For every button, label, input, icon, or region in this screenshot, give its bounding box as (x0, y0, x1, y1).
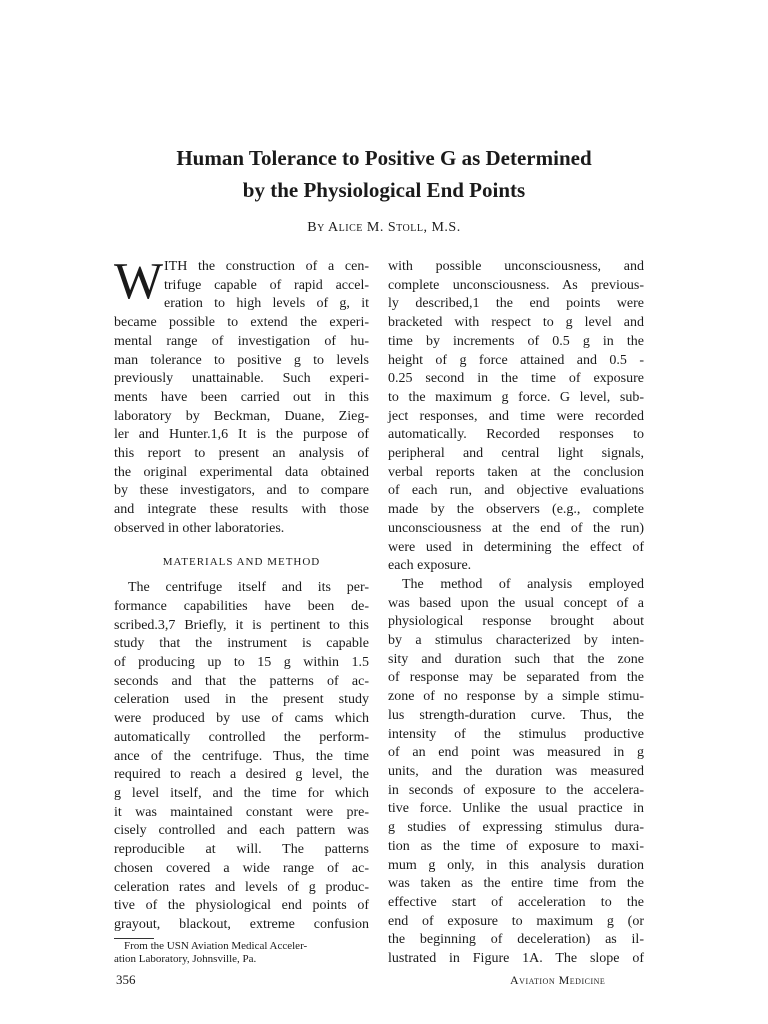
text-line: observed in other laboratories. (114, 520, 285, 536)
text-line: The method of analysis employed (402, 576, 644, 592)
journal-name: Aviation Medicine (510, 973, 606, 987)
text-line: this report to present an analysis of (114, 446, 369, 462)
text-line: by a stimulus characterized by inten- (388, 633, 644, 649)
text-line: end of exposure to maximum g (or (388, 913, 644, 929)
text-line: eration to high levels of g, it (164, 296, 369, 312)
text-line: reproducible at will. The patterns (114, 842, 369, 858)
text-line: ance of the centrifuge. Thus, the time (114, 748, 369, 764)
text-line: g studies of expressing stimulus dura- (388, 820, 644, 836)
text-line: and integrate these results with those (114, 502, 369, 518)
drop-cap-lines (164, 258, 369, 314)
text-line: by these investigators, and to compare (114, 483, 369, 499)
text-line: became possible to extend the experi- (114, 315, 369, 331)
drop-cap: W (114, 253, 164, 310)
text-line: complete unconsciousness. As previous- (388, 277, 644, 293)
text-line: effective start of acceleration to the (388, 894, 644, 910)
text-line: to the maximum g force. G level, sub- (388, 389, 644, 405)
text-line: peripheral and central light signals, (388, 446, 644, 462)
text-line: of producing up to 15 g within 1.5 (114, 655, 369, 671)
text-line: automatically controlled the perform- (114, 729, 369, 745)
text-line: The centrifuge itself and its per- (128, 580, 369, 596)
text-line: physiological response brought about (388, 614, 644, 630)
text-line: in seconds of exposure to the accelera- (388, 782, 644, 798)
right-column (388, 258, 644, 969)
text-line: man tolerance to positive g to levels (114, 352, 369, 368)
text-line: ject responses, and time were recorded (388, 408, 644, 424)
text-line: the original experimental data obtained (114, 464, 369, 480)
text-line: each exposure. (388, 558, 472, 574)
text-line: study that the instrument is capable (114, 636, 369, 652)
text-line: of an end point was measured in g (388, 745, 644, 761)
text-line: lus strength-duration curve. Thus, the (388, 707, 644, 723)
text-line: were produced by use of cams which (114, 711, 369, 727)
text-line: unconsciousness at the end of the run) (388, 520, 644, 536)
article-title-line-1: Human Tolerance to Positive G as Determined (176, 146, 592, 170)
text-line: automatically. Recorded responses to (388, 427, 644, 443)
article-title-line-2: by the Physiological End Points (242, 178, 526, 202)
text-line: grayout, blackout, extreme confusion (114, 916, 369, 932)
section-heading: MATERIALS AND METHOD (162, 555, 321, 568)
text-line: was based upon the usual concept of a (388, 595, 644, 611)
text-line: celeration used in the present study (114, 692, 369, 708)
text-line: lustrated in Figure 1A. The slope of (388, 951, 644, 967)
text-line: made by the observers (e.g., complete (388, 502, 644, 518)
text-line: g level itself, and the time for which (114, 785, 369, 801)
text-line: tion as the time of exposure to maxi- (388, 838, 644, 854)
text-line: time by increments of 0.5 g in the (388, 333, 644, 349)
text-line: intensity of the stimulus productive (388, 726, 644, 742)
text-line: with possible unconsciousness, and (388, 259, 644, 274)
text-line: required to reach a desired g level, the (114, 767, 369, 783)
footnote-rule (114, 938, 154, 939)
text-line: bracketed with respect to g level and (388, 315, 644, 331)
text-line: laboratory by Beckman, Duane, Zieg- (114, 408, 369, 424)
text-line: ly described,1 the end points were (388, 296, 644, 312)
text-line: of each run, and objective evaluations (388, 483, 644, 499)
text-line: ITH the construction of a cen- (164, 259, 369, 274)
right-paragraph-2 (388, 576, 644, 969)
text-line: trifuge capable of rapid accel- (164, 277, 369, 293)
text-line: mum g only, in this analysis duration (388, 857, 644, 873)
footnote-line-1: From the USN Aviation Medical Acceler- (124, 940, 308, 952)
intro-paragraph (114, 314, 369, 538)
left-column (114, 253, 369, 935)
text-line: height of g force attained and 0.5 - (388, 352, 644, 368)
text-line: it was maintained constant were pre- (114, 804, 369, 820)
text-line: was taken as the entire time from the (388, 876, 644, 892)
text-line: cisely controlled and each pattern was (114, 823, 369, 839)
text-line: celeration rates and levels of g produc- (114, 879, 369, 895)
right-paragraph-1 (388, 258, 644, 576)
text-line: seconds and that the patterns of ac- (114, 673, 369, 689)
text-line: verbal reports taken at the conclusion (388, 464, 644, 480)
text-line: of response may be separated from the (388, 670, 644, 686)
footnote (114, 940, 364, 966)
text-line: sity and duration such that the zone (388, 651, 644, 667)
text-line: 0.25 second in the time of exposure (388, 371, 644, 387)
text-line: tive of the physiological end points of (114, 898, 369, 914)
page-number: 356 (116, 972, 136, 987)
text-line: ler and Hunter.1,6 It is the purpose of (114, 427, 369, 443)
text-line: zone of no response by a simple stimu- (388, 689, 644, 705)
text-line: tive force. Unlike the usual practice in (388, 801, 644, 817)
drop-cap-paragraph (114, 253, 369, 314)
text-line: the beginning of deceleration) as il- (388, 932, 644, 948)
text-line: were used in determining the effect of (388, 539, 644, 555)
text-line: previously unattainable. Such experi- (114, 371, 369, 387)
text-line: chosen covered a wide range of ac- (114, 860, 369, 876)
text-line: scribed.3,7 Briefly, it is pertinent to this (114, 617, 369, 633)
footnote-line-2: ation Laboratory, Johnsville, Pa. (114, 953, 257, 965)
text-line: ments have been carried out in this (114, 389, 369, 405)
author-byline: By Alice M. Stoll, M.S. (307, 220, 461, 235)
text-line: mental range of investigation of hu- (114, 333, 369, 349)
method-paragraph (114, 579, 369, 934)
text-line: units, and the duration was measured (388, 763, 644, 779)
text-line: formance capabilities have been de- (114, 598, 369, 614)
